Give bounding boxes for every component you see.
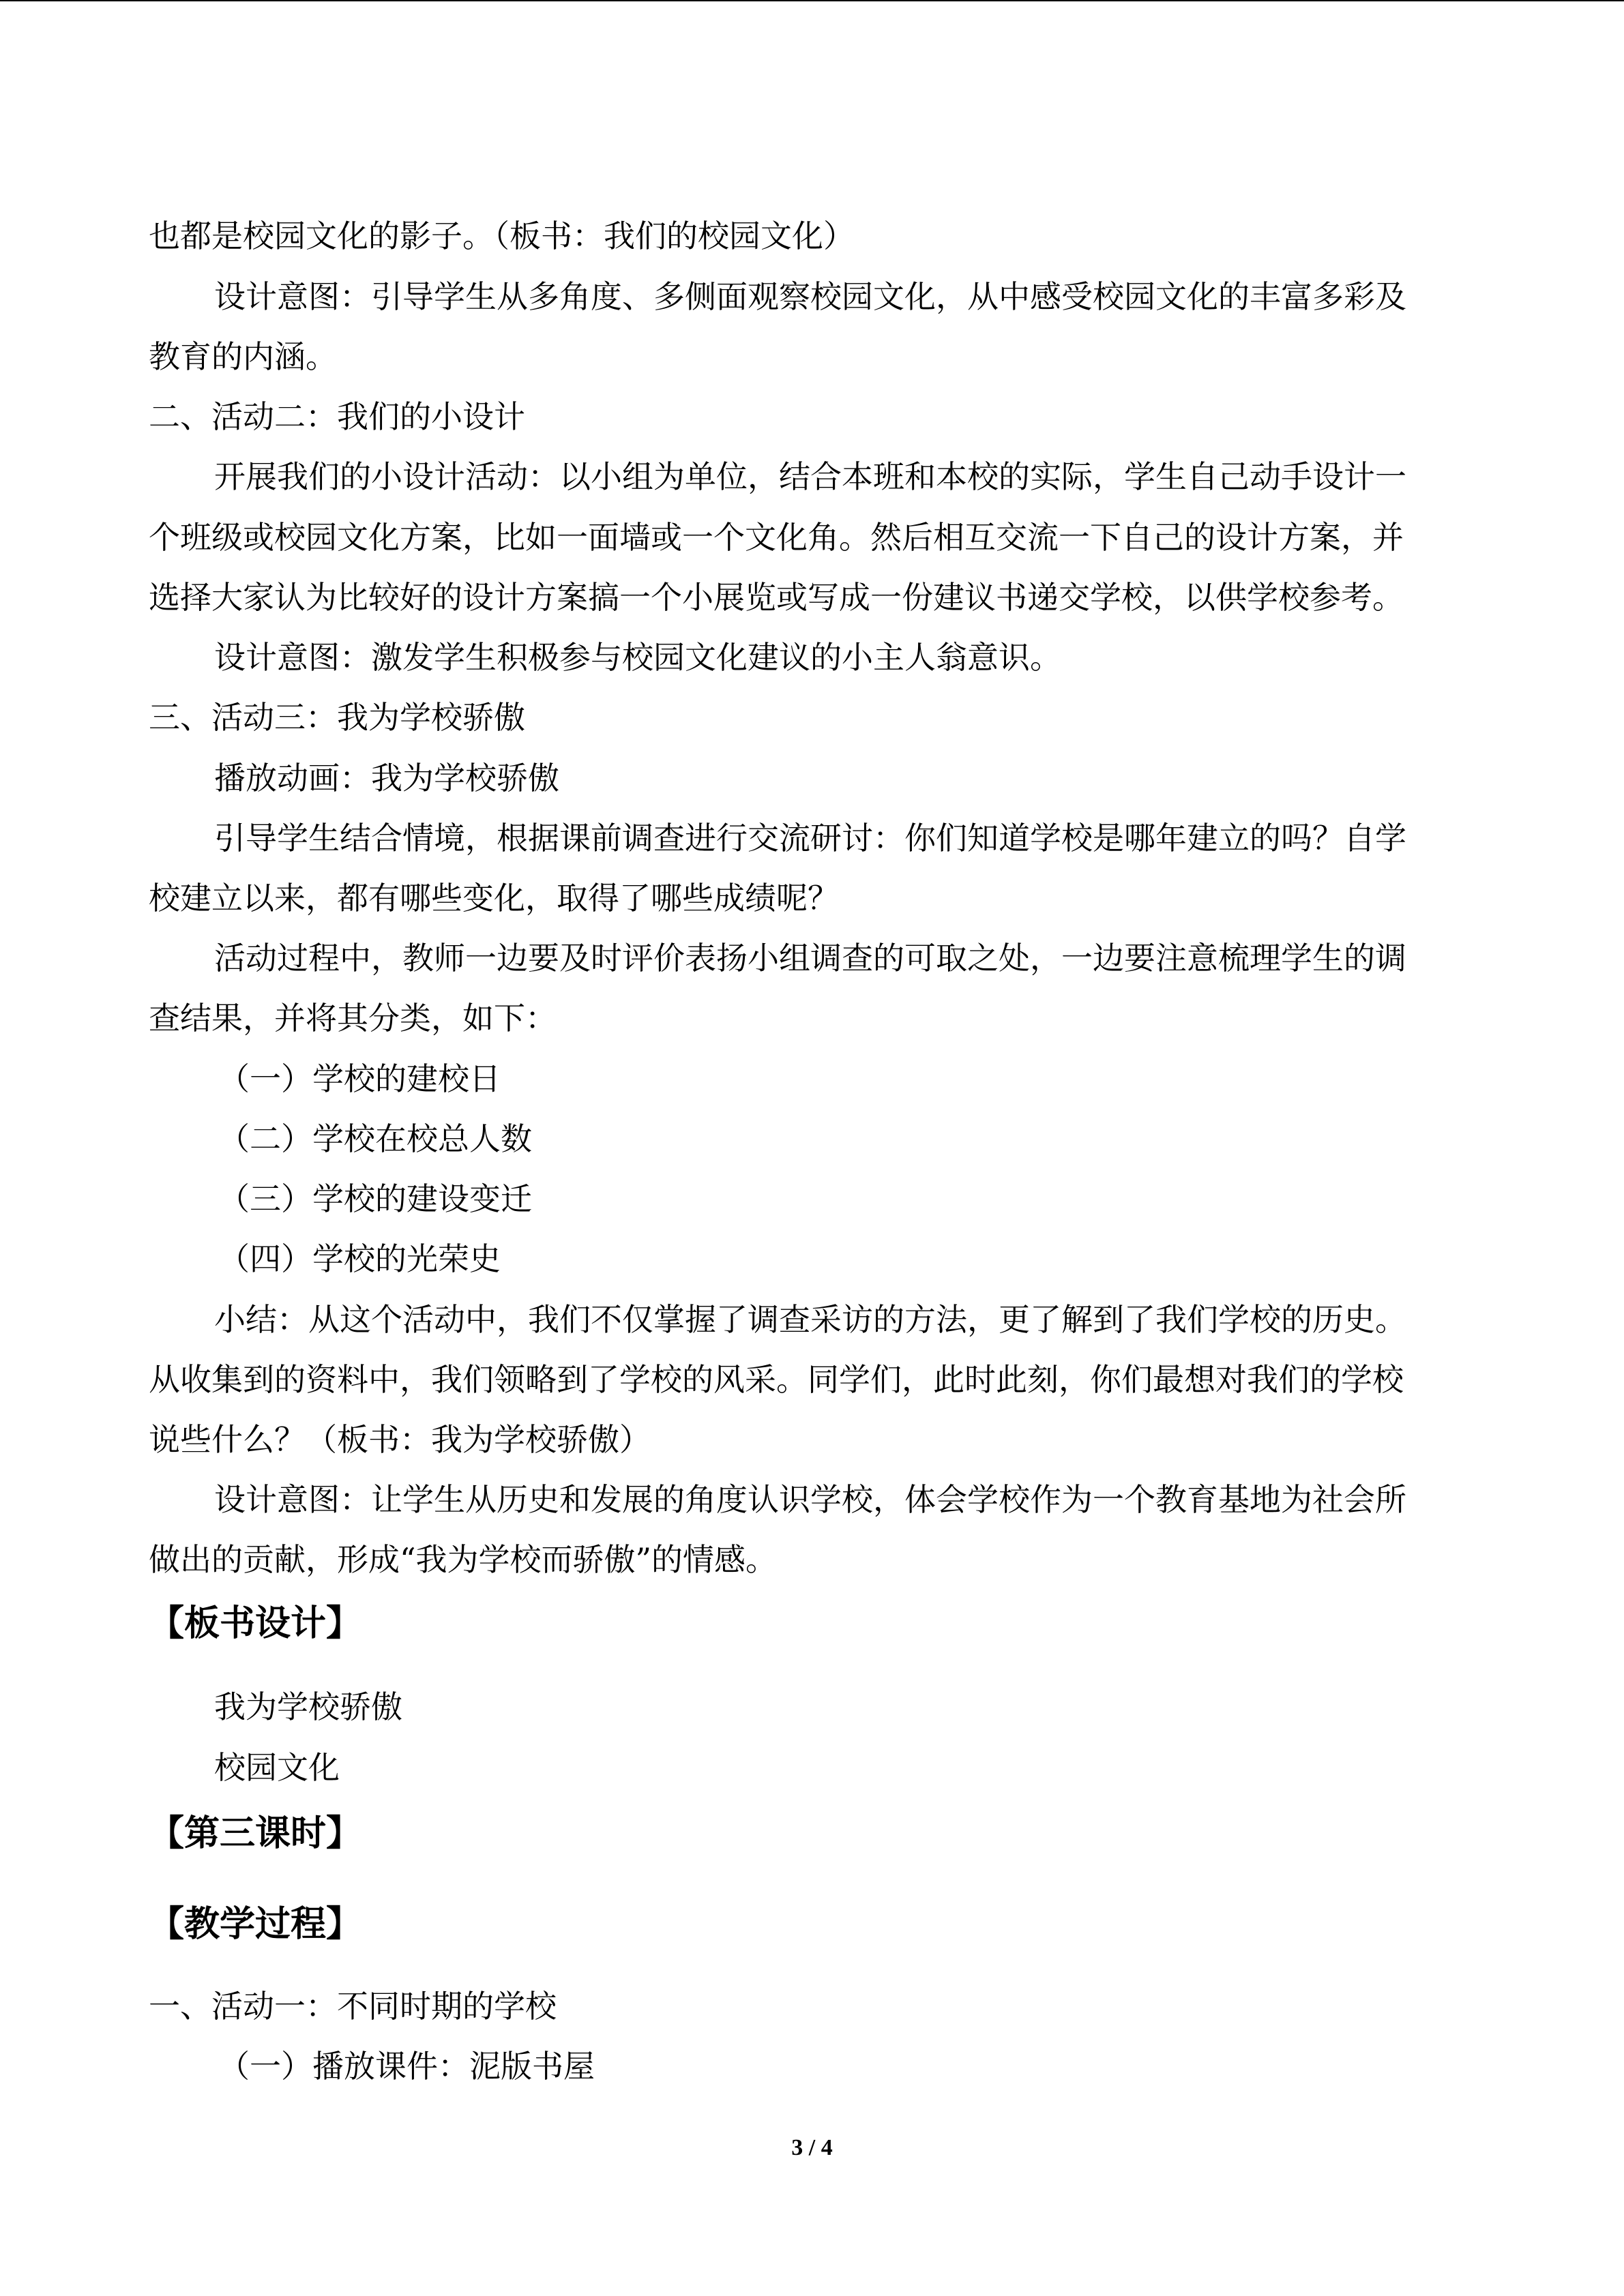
list-item: （一）学校的建校日 (218, 1060, 501, 1097)
paragraph-line: 个班级或校园文化方案，比如一面墙或一个文化角。然后相互交流一下自己的设计方案，并 (149, 519, 1404, 556)
paragraph-line: 设计意图：激发学生积极参与校园文化建议的小主人翁意识。 (214, 639, 1061, 676)
paragraph-line: 设计意图：让学生从历史和发展的角度认识学校，体会学校作为一个教育基地为社会所 (214, 1481, 1406, 1518)
paragraph-line: 设计意图：引导学生从多角度、多侧面观察校园文化，从中感受校园文化的丰富多彩及 (214, 278, 1406, 315)
paragraph-line: 说些什么？（板书：我为学校骄傲） (149, 1421, 651, 1458)
paragraph-line: 从收集到的资料中，我们领略到了学校的风采。同学们，此时此刻，你们最想对我们的学校 (149, 1361, 1404, 1398)
paragraph-line: 做出的贡献，形成“我为学校而骄傲”的情感。 (149, 1541, 778, 1578)
teaching-process-heading: 【教学过程】 (149, 1904, 362, 1945)
board-design-heading: 【板书设计】 (149, 1603, 362, 1644)
list-item: （三）学校的建设变迁 (218, 1180, 532, 1217)
list-item: （二）学校在校总人数 (218, 1120, 532, 1157)
list-item: （一）播放课件：泥版书屋 (218, 2048, 595, 2085)
board-line: 我为学校骄傲 (214, 1688, 402, 1725)
section-title: 二、活动二：我们的小设计 (149, 398, 525, 435)
paragraph-line: 活动过程中，教师一边要及时评价表扬小组调查的可取之处，一边要注意梳理学生的调 (214, 940, 1406, 976)
section-title: 一、活动一：不同时期的学校 (149, 1988, 557, 2025)
board-line: 校园文化 (214, 1749, 340, 1786)
lesson-three-heading: 【第三课时】 (149, 1813, 362, 1854)
page-number: 3 / 4 (791, 2135, 833, 2160)
paragraph-line: 教育的内涵。 (149, 338, 337, 375)
paragraph-line: 选择大家认为比较好的设计方案搞一个小展览或写成一份建议书递交学校，以供学校参考。 (149, 579, 1404, 616)
paragraph-line: 校建立以来，都有哪些变化，取得了哪些成绩呢？ (149, 880, 839, 916)
list-item: （四）学校的光荣史 (218, 1240, 501, 1277)
paragraph-line: 查结果，并将其分类，如下： (149, 1000, 557, 1037)
paragraph-line: 播放动画：我为学校骄傲 (214, 760, 559, 796)
paragraph-line: 开展我们的小设计活动：以小组为单位，结合本班和本校的实际，学生自己动手设计一 (214, 458, 1406, 495)
paragraph-line: 也都是校园文化的影子。（板书：我们的校园文化） (149, 218, 855, 254)
paragraph-line: 引导学生结合情境，根据课前调查进行交流研讨：你们知道学校是哪年建立的吗？自学 (214, 820, 1406, 856)
paragraph-line: 小结：从这个活动中，我们不仅掌握了调查采访的方法，更了解到了我们学校的历史。 (214, 1301, 1406, 1338)
section-title: 三、活动三：我为学校骄傲 (149, 699, 525, 736)
